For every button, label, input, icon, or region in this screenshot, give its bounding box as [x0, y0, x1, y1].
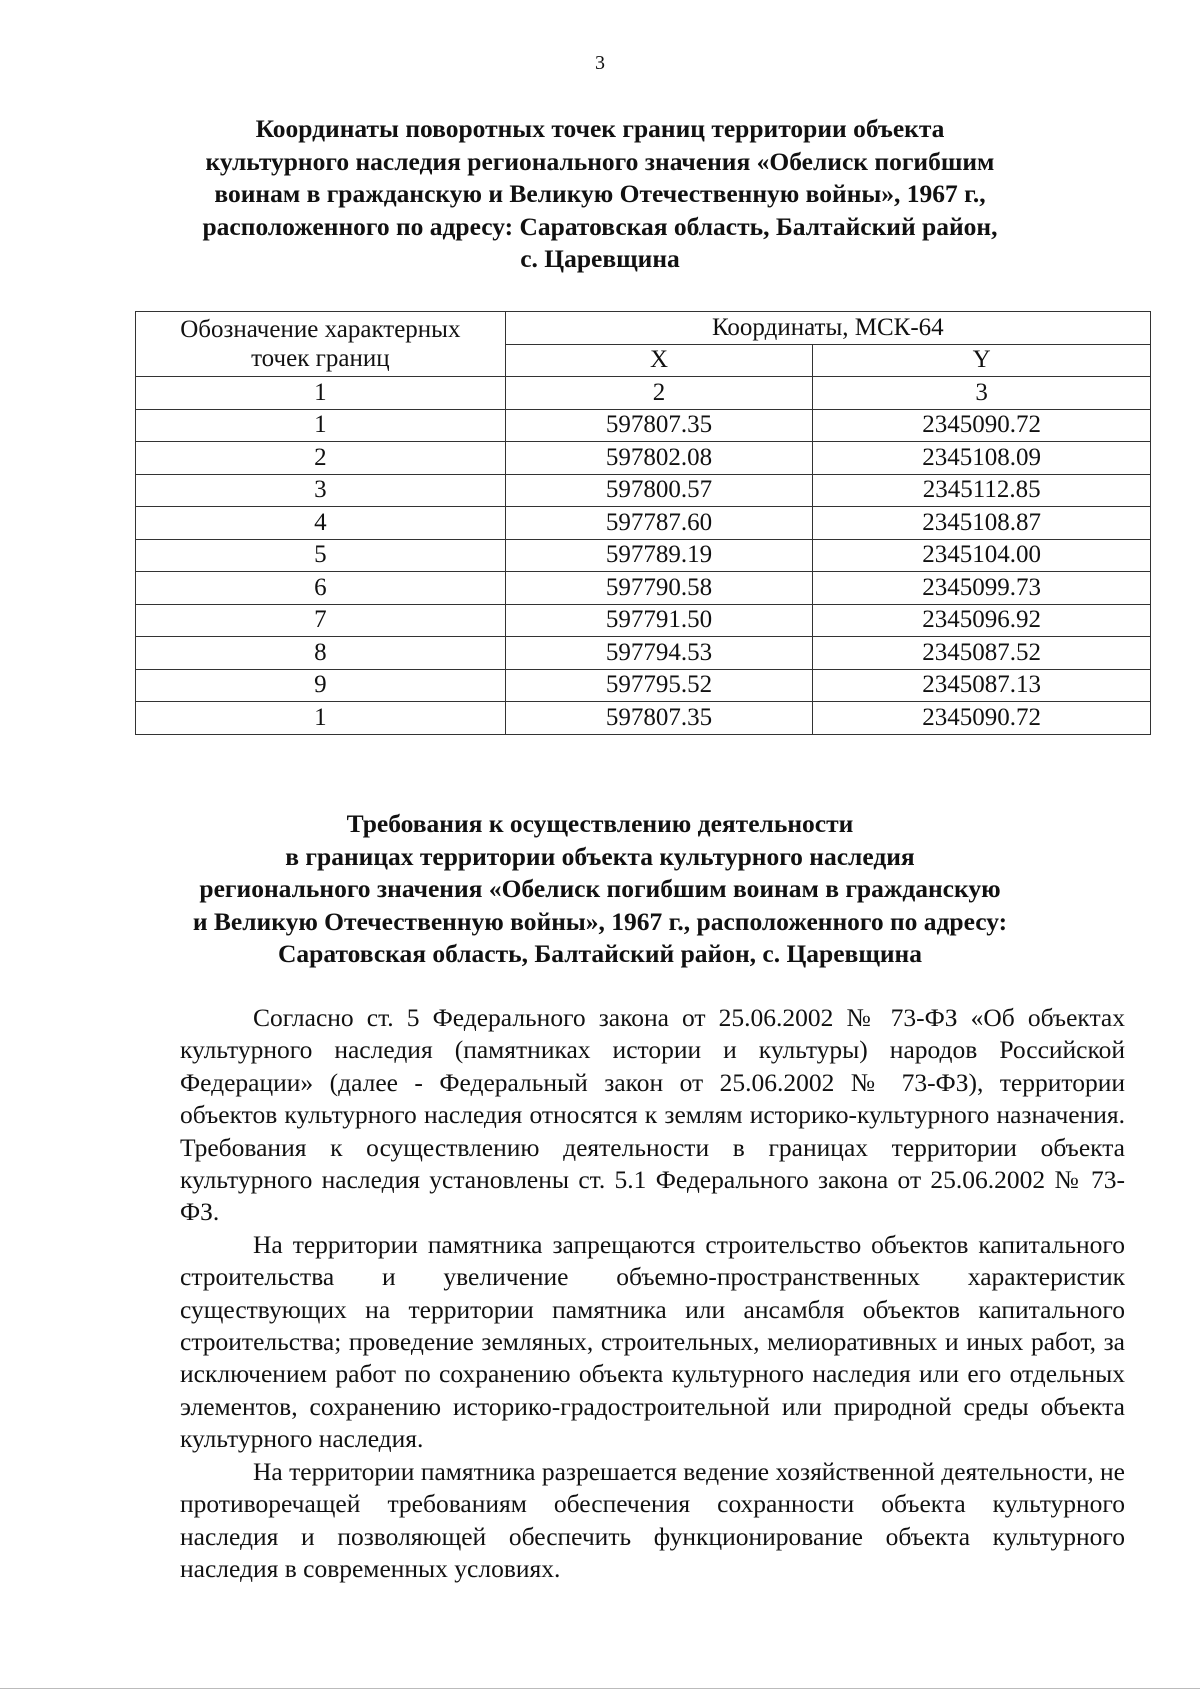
x-cell: 597790.58 — [505, 572, 813, 605]
x-cell: 597807.35 — [505, 409, 813, 442]
x-cell: 597795.52 — [505, 669, 813, 702]
table-row — [136, 702, 1151, 735]
x-cell: 597789.19 — [505, 539, 813, 572]
column-number: 3 — [813, 377, 1151, 410]
heading-line: Саратовская область, Балтайский район, с. Царевщина — [278, 939, 922, 968]
heading-line: с. Царевщина — [520, 244, 680, 273]
heading-line: регионального значения «Обелиск погибшим воинам в гражданскую — [199, 874, 1001, 903]
y-cell: 2345090.72 — [813, 409, 1151, 442]
page-bottom-edge — [0, 1688, 1200, 1689]
x-cell: 597787.60 — [505, 507, 813, 540]
table-row — [136, 604, 1151, 637]
column-number: 1 — [136, 377, 506, 410]
y-cell: 2345096.92 — [813, 604, 1151, 637]
paragraph: На территории памятника разрешается ведение хозяйственной деятельности, не противоречащей требованиям обеспечения сохранности объекта культурного наследия и позволяющей обеспечить функционирование объекта культурного наследия в современных условиях. — [180, 1456, 1125, 1583]
body-text — [180, 1002, 1125, 1585]
table-row — [136, 637, 1151, 670]
paragraph: На территории памятника запрещаются строительство объектов капитального строительства и увеличение объемно-пространственных характеристик существующих на территории памятника или ансамбля объектов капитального строительства; проведение земляных, строительных, мелиоративных и иных работ, за исключением работ по сохранению объекта культурного наследия или его отдельных элементов, сохранению историко-градостроительной или природной среды объекта культурного наследия. — [180, 1229, 1125, 1454]
table-row — [136, 669, 1151, 702]
heading-line: в границах территории объекта культурного наследия — [285, 841, 915, 871]
x-cell: 597800.57 — [505, 474, 813, 507]
y-cell: 2345108.09 — [813, 442, 1151, 475]
heading-line: Координаты поворотных точек границ территории объекта — [255, 114, 945, 143]
header-y: Y — [813, 344, 1151, 377]
paragraph: Согласно ст. 5 Федерального закона от 25.06.2002 № 73-ФЗ «Об объектах культурного наследия (памятниках истории и культуры) народов Российской Федерации» (далее - Федеральный закон от 25.06.2002 № 73-ФЗ), территории объектов культурного наследия относятся к землям историко-культурного назначения. Требования к осуществлению деятельности в границах территории объекта культурного наследия установлены ст. 5.1 Федерального закона от 25.06.2002 № 73-ФЗ. — [180, 1003, 1125, 1227]
y-cell: 2345087.52 — [813, 637, 1151, 670]
x-cell: 597807.35 — [505, 702, 813, 735]
point-cell: 6 — [136, 572, 506, 605]
table-row — [136, 409, 1151, 442]
table-row — [136, 572, 1151, 605]
point-cell: 8 — [136, 637, 506, 670]
x-cell: 597791.50 — [505, 604, 813, 637]
heading-line: культурного наследия регионального значения «Обелиск погибшим — [205, 146, 995, 176]
y-cell: 2345087.13 — [813, 669, 1151, 702]
point-cell: 5 — [136, 539, 506, 572]
requirements-heading — [160, 808, 1040, 971]
header-coordinates: Координаты, МСК-64 — [505, 312, 1150, 345]
coordinates-table — [135, 311, 1151, 735]
point-cell: 1 — [136, 702, 506, 735]
heading-line: Требования к осуществлению деятельности — [346, 809, 854, 838]
heading-line: и Великую Отечественную войны», 1967 г., расположенного по адресу: — [192, 906, 1008, 936]
table-row — [136, 539, 1151, 572]
page-number: 3 — [595, 52, 605, 74]
x-cell: 597794.53 — [505, 637, 813, 670]
column-number: 2 — [505, 377, 813, 410]
point-cell: 7 — [136, 604, 506, 637]
coordinates-heading — [160, 113, 1040, 276]
header-x: X — [505, 344, 813, 377]
header-point-designation: Обозначение характерных точек границ — [136, 312, 506, 377]
heading-line: воинам в гражданскую и Великую Отечественную войны», 1967 г., — [214, 179, 986, 208]
point-cell: 1 — [136, 409, 506, 442]
y-cell: 2345090.72 — [813, 702, 1151, 735]
point-cell: 2 — [136, 442, 506, 475]
point-cell: 4 — [136, 507, 506, 540]
table-row — [136, 442, 1151, 475]
y-cell: 2345099.73 — [813, 572, 1151, 605]
y-cell: 2345112.85 — [813, 474, 1151, 507]
table-row — [136, 507, 1151, 540]
heading-line: расположенного по адресу: Саратовская область, Балтайский район, — [202, 211, 998, 241]
point-cell: 9 — [136, 669, 506, 702]
table-row — [136, 474, 1151, 507]
y-cell: 2345108.87 — [813, 507, 1151, 540]
x-cell: 597802.08 — [505, 442, 813, 475]
point-cell: 3 — [136, 474, 506, 507]
y-cell: 2345104.00 — [813, 539, 1151, 572]
